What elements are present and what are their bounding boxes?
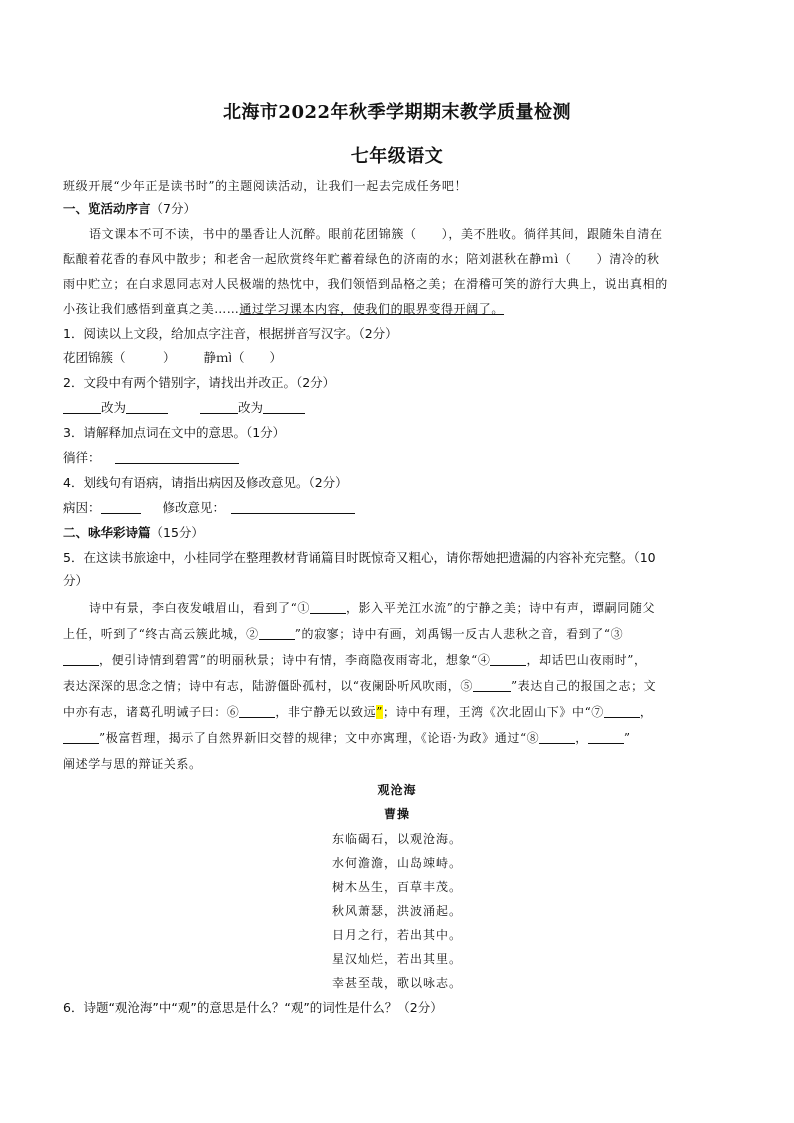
section-1-points: （7分）	[150, 201, 196, 216]
blank-2b[interactable]	[126, 401, 168, 414]
question-4-answer	[63, 500, 735, 516]
q5-text: ，却话巴山夜雨时”，	[526, 653, 647, 667]
q5-text: ”表达自己的报国之志；文	[510, 679, 657, 693]
q5-text: 表达深深的思念之情；诗中有志，陆游僵卧孤村，以“夜阑卧听风吹雨，⑤	[63, 679, 473, 693]
blank-5-4[interactable]	[490, 653, 526, 666]
passage-line-4	[63, 301, 735, 317]
question-5-line-2: 分）	[63, 573, 89, 588]
q5-para-line-3	[63, 652, 735, 668]
poem-line-2: 水何澹澹，山岛竦峙。	[331, 856, 462, 870]
blank-2d[interactable]	[263, 401, 305, 414]
intro-text: 班级开展“少年正是读书时”的主题阅读活动，让我们一起去完成任务吧！	[63, 179, 468, 193]
q5-text: ”的寂寥；诗中有画，刘禹锡一反古人悲秋之音，看到了“③	[294, 627, 624, 641]
poem-line-7: 幸甚至哉，歌以咏志。	[331, 976, 462, 990]
change-label-2: 改为	[237, 400, 263, 415]
q5-para-line-1	[89, 600, 735, 616]
blank-5-2[interactable]	[259, 627, 295, 640]
fix-label: 修改意见：	[162, 500, 226, 515]
poem-line-5: 日月之行，若出其中。	[331, 928, 462, 942]
poem-line-4: 秋风萧瑟，洪波涌起。	[331, 904, 462, 918]
poem-line-1: 东临碣石，以观沧海。	[331, 832, 462, 846]
blank-5-8[interactable]	[63, 731, 99, 744]
q5-text: 诗中有景，李白夜发峨眉山，看到了“①	[89, 601, 310, 615]
section-1-title: 一、览活动序言	[63, 201, 151, 216]
question-2-blanks	[63, 400, 735, 416]
passage-line-3: 雨中贮立；在白求恩同志对人民极端的热忱中，我们领悟到品格之美；在滑稽可笑的游行大典上，说出真相的	[63, 277, 668, 291]
q5-text: ，非宁静无以致远	[275, 705, 377, 719]
question-4: 4．划线句有语病，请指出病因及修改意见。（2分）	[63, 475, 348, 490]
q5-text: ，影入平羌江水流”的宁静之美；诗中有声，谭嗣同随父	[345, 601, 656, 615]
blank-2a[interactable]	[63, 401, 101, 414]
question-1-answers	[63, 350, 735, 366]
q5-para-line-6	[63, 730, 735, 746]
section-2-points: （15分）	[150, 525, 204, 540]
poem-line-6: 星汉灿烂，若出其里。	[331, 952, 462, 966]
blank-5-1[interactable]	[310, 601, 346, 614]
blank-5-9[interactable]	[539, 731, 575, 744]
word-label: 徜徉：	[63, 450, 101, 465]
highlighted-quote-mark: ”	[376, 705, 383, 719]
blank-3[interactable]	[115, 451, 239, 464]
blank-5-7[interactable]	[604, 705, 640, 718]
question-6: 6．诗题“观沧海”中“观”的意思是什么？“观”的词性是什么？（2分）	[63, 1000, 443, 1015]
blank-4b[interactable]	[231, 501, 355, 514]
poem-title: 观沧海	[377, 783, 417, 797]
section-1-heading	[63, 201, 735, 217]
q5-text: ；诗中有理，王湾《次北固山下》中“⑦	[382, 705, 604, 719]
q5-para-line-2	[63, 626, 735, 642]
blank-5-10[interactable]	[588, 731, 624, 744]
question-5-line-1: 5．在这读书旅途中，小桂同学在整理教材背诵篇目时既惊奇又粗心，请你帮她把遗漏的内容补充完整。（10	[63, 550, 656, 565]
blank-4a[interactable]	[101, 501, 141, 514]
answer-1a: 花团锦簇（ ）	[63, 350, 176, 365]
q5-text: 上任，听到了“终古高云簇此城，②	[63, 627, 259, 641]
q5-text: ，便引诗情到碧霄”的明丽秋景；诗中有情，李商隐夜雨寄北，想象“④	[99, 653, 491, 667]
q5-text: ，	[639, 705, 653, 719]
poem-author: 曹操	[383, 807, 410, 821]
q5-para-line-7: 阐述学与思的辩证关系。	[63, 757, 202, 771]
exam-title: 北海市2022年秋季学期期末教学质量检测	[222, 102, 572, 123]
blank-5-6[interactable]	[239, 705, 275, 718]
poem-line-3: 树木丛生，百草丰茂。	[331, 880, 462, 894]
passage-line-1: 语文课本不可不读，书中的墨香让人沉醉。眼前花团锦簇（ ），美不胜收。徜徉其间，跟随朱自清在	[89, 227, 663, 241]
blank-2c[interactable]	[200, 401, 238, 414]
exam-subject: 七年级语文	[350, 146, 444, 167]
passage-line-2: 酝酿着花香的春风中散步；和老舍一起欣赏终年贮蓄着绿色的济南的水；陪刘湛秋在静ｍì（ ）清冷的秋	[63, 252, 660, 266]
change-label-1: 改为	[101, 400, 127, 415]
section-2-heading	[63, 525, 735, 541]
blank-5-5[interactable]	[473, 679, 511, 692]
passage-plain: 小孩让我们感悟到童真之美……	[63, 302, 240, 316]
q5-para-line-4	[63, 678, 735, 694]
q5-text: 中亦有志，诸葛孔明诫子曰：⑥	[63, 705, 240, 719]
q5-text: ”	[623, 731, 631, 745]
question-3-answer	[63, 450, 735, 466]
question-1: 1．阅读以上文段，给加点字注音，根据拼音写汉字。（2分）	[63, 326, 398, 341]
question-3: 3．请解释加点词在文中的意思。（1分）	[63, 425, 286, 440]
cause-label: 病因：	[63, 500, 101, 515]
q5-text: ，	[575, 731, 588, 745]
answer-1b: 静ｍì（ ）	[203, 350, 282, 365]
section-2-title: 二、咏华彩诗篇	[63, 525, 151, 540]
q5-para-line-5	[63, 704, 735, 720]
passage-underlined-sentence: 通过学习课本内容，使我们的眼界变得开阔了。	[239, 302, 505, 316]
q5-text: ”极富哲理，揭示了自然界新旧交替的规律；文中亦寓理，《论语·为政》通过“⑧	[99, 731, 540, 745]
blank-5-3[interactable]	[63, 653, 99, 666]
question-2: 2．文段中有两个错别字，请找出并改正。（2分）	[63, 375, 336, 390]
